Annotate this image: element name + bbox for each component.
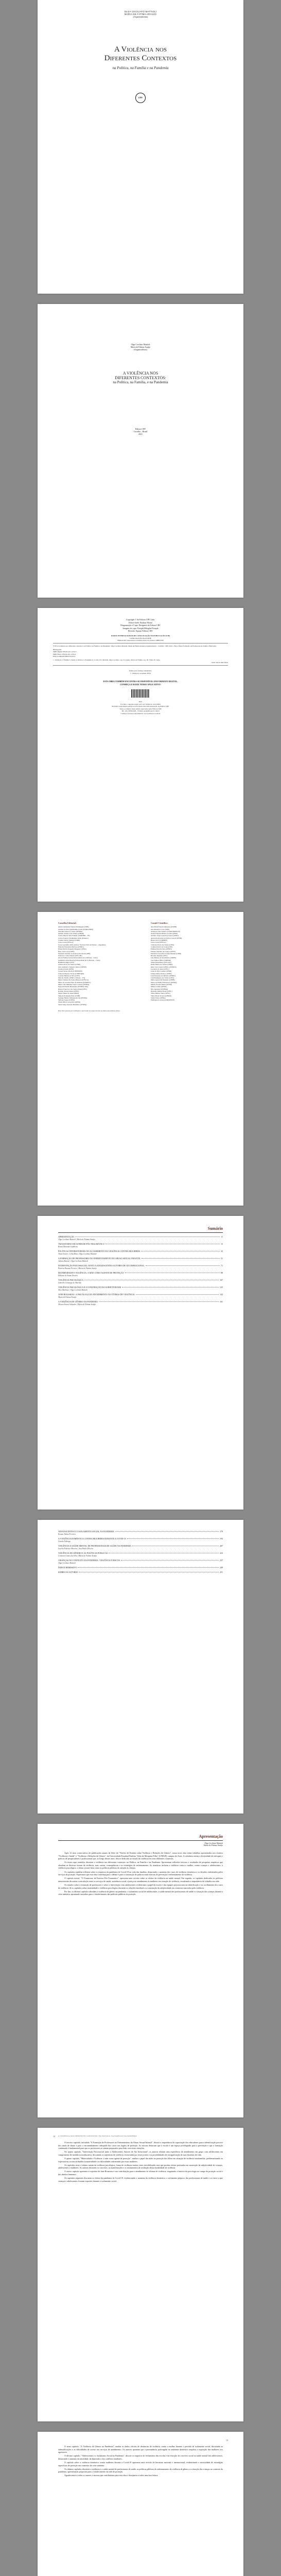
toc-entry-title: A FORMAÇÃO DE PROFESSORES NO ENFRENTAMENTO DO ABUSO SEXUAL INFANTIL — [58, 1257, 141, 1260]
body-paragraph: Agradecemos a todos os autores e autoras que contribuíram para esta obra e desejamos a todos uma boa leitura. — [64, 2474, 159, 2477]
catalog-cdd: CDU 316.6 CDD 303.6 — [211, 661, 228, 664]
toc-leader — [136, 1294, 219, 1295]
scientific-member: Ana Maria Ferreira Menezes (UNEB) — [151, 926, 177, 928]
body-paragraph: Os capítulos também refletem sobre os impactos da pandemia de Covid-19 na vida das famílias, destacando o aumento dos casos de violência doméstica e os desafios enfrentados pelos serviços de proteção. Esperamos que esta obra contribua para o debate e para a construção de práticas mais efetivas de prevenção e enfrentamento da violência. — [58, 1870, 223, 1876]
copyright-line-5: Revisão: Equipe Editora CRV — [128, 630, 153, 632]
title-year: 2021 — [138, 433, 143, 435]
cover-author-2: MARIA DE FÁTIMA ARAÚJO — [124, 13, 157, 15]
toc-entry[interactable] — [58, 1243, 223, 1245]
editorial-member: Anselmo Alencar Colares (UFOPA) — [58, 930, 83, 933]
toc-entry-title: A VIOLÊNCIA DOMÉSTICA CONTRA MULHERES DURANTE A COVID-19 — [58, 1537, 126, 1540]
toc-entry-authors: Bruna Miranda Gualberto — [58, 1246, 78, 1248]
scientific-member: Andre Eduardo Ribeiro da Silva (IFSP) — [151, 933, 178, 935]
scientific-member: Edilene Ferreira Silva (UFRN) — [151, 948, 172, 951]
toc-entry-page: 251 — [220, 1571, 223, 1573]
editorial-member: Carlos Federico Dominguez Avila (Unieuro) — [58, 937, 89, 939]
toc-entry[interactable] — [58, 1571, 223, 1573]
editorial-member: Marcelo Paixão (UFRJ e UTexas – US) — [58, 977, 85, 979]
scientific-member: Leonardo de Jesus (UFSC) — [151, 968, 169, 970]
presentation-page — [38, 1824, 243, 2117]
toc-entry-title: A VIOLÊNCIA DE GÊNERO NA PANDEMIA — [58, 1300, 98, 1303]
copyright-line-2: Editor-chefe: Railson Moura — [129, 621, 152, 624]
index-heading: Índice para catálogo sistemático — [129, 670, 152, 672]
catalog-isbn-digital: ISBN Digital 978-65-251-1234-3 — [53, 651, 77, 653]
scientific-committee-heading: Comitê Científico: — [151, 922, 168, 924]
toc-entry-authors: Tânia Soares | Célia Mota | Olga Ceciliato Mattioli — [58, 1253, 97, 1255]
toc-entry-page: 11 — [221, 1235, 223, 1238]
toc-entry[interactable] — [58, 1552, 223, 1554]
editorial-member: Josania Portela (UFPI) — [58, 968, 74, 970]
publisher-logo-icon: crv — [135, 93, 146, 103]
scientific-member: Cristiana Prado dos Santos (UEG) — [151, 943, 174, 946]
toc-entry-authors: Edilaine de Souza Taveira — [58, 1275, 78, 1277]
copyright-line-1: Copyright © da Editora CRV Ltda. — [126, 618, 155, 621]
toc-entry-page: 249 — [220, 1566, 223, 1569]
scientific-committee — [151, 922, 223, 1001]
body-paragraph: Os capítulos seguintes discutem os efeitos da pandemia de Covid-19, evidenciando o aumento da violência doméstica, o sofrimento psíquico dos profissionais de saúde e os riscos a que crianças e adolescentes ficaram expostos durante o isolamento social. — [58, 2177, 223, 2182]
toc-list-continued — [58, 1530, 223, 1575]
toc-entry-title: TRANSTORNO DE ESTRESSE PÓS-TRAUMÁTICO — [58, 1243, 104, 1245]
toc-leader — [146, 1265, 220, 1266]
scientific-member: Anderson Luiz Tedesco (UNOCHAPECÓ) — [151, 930, 180, 933]
rights-reserved: Todos os direitos desta edição reservados pela: Editora CRV — [119, 707, 162, 710]
body-paragraph: Os últimos capítulos discutem a violência e a saúde mental de profissionais de saúde, as políticas públicas de enfrentamento da violência de gênero e a situação das crianças no contexto da pandemia, apresentando propostas para o fortalecimento da rede de proteção. — [58, 2467, 223, 2473]
index-entry: 1. Violência: sociedade 303.6 — [130, 672, 151, 674]
toc-entry-title: JANE ROUSSEAU: A PSICÓLOGA DO ATENDIMENTO ÀS VÍTIMAS DE VIOLÊNCIA — [58, 1293, 135, 1296]
presentation-byline-2: Maria de Fátima Araújo — [203, 1844, 223, 1846]
editorial-council — [58, 922, 135, 1006]
editorial-member: Leonel Severo Rocha (UNISINOS) — [58, 970, 82, 973]
toc-entry-page: 51 — [221, 1257, 223, 1260]
toc-entry-title: ADOLESCENTES E O ISOLAMENTO SOCIAL NA PANDEMIA — [58, 1530, 114, 1533]
editorial-member: Elione Maria Nogueira Diogenes (UFAL) — [58, 948, 87, 951]
scientific-member: Reinaldo Matias Fleuri (UFSC) — [151, 990, 172, 992]
scientific-member: Maria de Fátima Felix Rosar (UFMA) — [151, 981, 177, 984]
toc-entry-authors: Olga Ceciliato Mattioli — [58, 1562, 76, 1564]
copyright-year: 2021 — [138, 701, 143, 703]
toc-entry-page: 237 — [220, 1559, 223, 1562]
toc-entry[interactable] — [58, 1293, 223, 1296]
toc-entry[interactable] — [58, 1272, 223, 1274]
cover-subtitle: na Política, na Família e na Pandemia — [112, 66, 169, 70]
body-paragraph: Os capítulos sexto e sétimo tratam da violência psicológica, forma de violência muitas vezes invisibilizada, mas que produz efeitos profundos na construção da subjetividade de crianças, adolescentes e mulheres. As autoras discutem os conceitos, as manifestações e os instrumentos de avaliação dessa modalidade de violência. — [58, 2163, 223, 2170]
catalog-sub2: Bibliotecária responsável: Luzenira Alves dos Santos CRB9/1506 — [117, 639, 164, 642]
toc-entry-authors: Camila Nóbrega — [58, 1540, 71, 1543]
body-paragraph: O oitavo capítulo apresenta a trajetória de Jane Rousseau e sua contribuição para o atendimento às vítimas de violência, resgatando a história da psicologia no campo da proteção social e dos direitos humanos. — [58, 2170, 223, 2176]
scientific-member: Nilo Agostini (UNIFRA) — [151, 988, 168, 990]
peer-review-note: Este livro passou por avaliação e aprovação às cegas de dois ou mais pareceristas ad hoc. — [58, 1010, 120, 1012]
copyright-line-4: Imagem de capa: Freepik/Hiloiplat/Freepik — [122, 626, 159, 630]
editorial-member: Guillermo Arias Beatón (Universidade de La Havana – Cuba) — [58, 959, 100, 961]
scientific-member: Bruno Pucci (UNIMEP) — [151, 939, 168, 942]
editorial-member: Simone Rodrigues Pinto (UNB) — [58, 994, 80, 997]
scientific-member: Kitty Carol Lentz de Brito (UNISUL) — [151, 965, 177, 968]
toc-list — [58, 1235, 223, 1308]
toc-entry-authors: Patrícia Rosana Ferreira | Maria de Fátima Araújo — [58, 1267, 97, 1269]
catalog-doi: DOI 10.24824/978652511235.0 — [53, 655, 76, 658]
body-paragraph: No quarto capítulo, "Intervenção Psicossocial junto a Adolescentes Autores de Ato Infracional", as autoras relatam uma experiência de atendimento em grupo com adolescentes em cumprimento de medida socioeducativa, discutindo as trajetórias de violência vivenciadas por esses jovens e as possibilidades de ressignificação de suas histórias de vida. — [58, 2150, 223, 2156]
toc-entry-page: 193 — [220, 1537, 223, 1540]
title-page — [38, 304, 243, 598]
toc-entry-page: 15 — [221, 1243, 223, 1245]
catalog-subjects: 1. Violência 2. Família 3. Saúde 4. Política 5. Pandemia 6. Covid-19 I. Mattioli, Olga Ceciliato. org. II. Araújo, Maria de Fátima. org. III. Título IV. Série. — [53, 658, 161, 661]
presentation-continued-body — [58, 2141, 223, 2183]
toc-entry[interactable] — [58, 1537, 223, 1540]
toc-entry-authors: Alisson Soares Salvador | Maria de Fátima Araújo — [58, 1303, 96, 1306]
scientific-member: Antônio Jorge Gonçalves Soares (UFRJ) — [151, 935, 179, 937]
body-paragraph: O décimo capítulo, "Adolescentes e o Isolamento Social na Pandemia", discute os impactos do fechamento das escolas e da restrição do convívio social na saúde mental dos adolescentes, destacando o aumento da ansiedade, da depressão e dos conflitos familiares. — [58, 2454, 223, 2460]
toc-leader — [78, 1567, 219, 1568]
editorial-member: Andréia da Silva Quintanilha Sousa (UNIR/UFRN) — [58, 928, 94, 930]
page-number-final: 13 — [226, 2439, 228, 2442]
editorial-member: Maria Lília Imbiriba Sousa Colares (UFOPA) — [58, 984, 90, 986]
scientific-member: Cynthia Pereira de Sousa (USP) — [151, 945, 173, 948]
body-paragraph: O capítulo inicial, "O Transtorno de Estresse Pós-Traumático", apresenta uma revisão sobre os efeitos da violência na saúde mental. Em seguida, os capítulos dedicados às políticas intersetoriais discutem a articulação entre os serviços de saúde, assistência social e justiça no atendimento às mulheres em situação de violência, ressaltando a importância do trabalho em rede. — [58, 1877, 223, 1883]
scientific-member: Liliane Maria Pacheco (UFRJ) — [151, 972, 172, 975]
catalog-entry: V795 A violência nos diferentes contextos: na Política, na Família e na Pandemia / Olga Ceciliato Mattioli, Maria de Fátima Araújo (organizadoras) – Curitiba : CRV, 2021. 254 p. (Série Formação de Professores de Saúde e Educação) — [53, 645, 217, 647]
editorial-member: Aldira Guimarães Duarte Domínguez (UNB) — [58, 926, 89, 928]
toc-entry-authors: Renata Tobias Ferreira — [58, 1533, 76, 1535]
editorial-member: Tania Suely Azevedo Brasileiro (UFOPA) — [58, 1003, 87, 1006]
toc-entry-authors: Alice Barbosa | Olga Ceciliato Mattioli — [58, 1289, 87, 1291]
scientific-member: Lídia da Silva Gomes (UFPR) — [151, 970, 171, 973]
running-head: A VIOLÊNCIA NOS DIFERENTES CONTEXTOS: NA POLÍTICA, NA FAMÍLIA E NA PANDEMIA — [58, 2135, 137, 2137]
toc-entry-page: 71 — [221, 1264, 223, 1267]
cover-title-line2: Diferentes Contextos — [104, 54, 177, 62]
scientific-member: José Adilson Filho (UNIFAP) — [151, 959, 171, 961]
toc-entry-authors: Gabriela Camargo de Almeida — [58, 1282, 81, 1284]
title-author-1: Olga Ceciliato Mattioli — [131, 343, 150, 346]
toc-entry-page: 143 — [220, 1293, 223, 1296]
title-city: Curitiba – Brasil — [133, 430, 148, 433]
toc-entry[interactable] — [58, 1545, 223, 1547]
scientific-member: Luiz Fernando de Oliveira (UFRRJ) — [151, 974, 175, 977]
toc-entry-page: 223 — [220, 1552, 223, 1554]
scientific-member: Ana Monteiro Costa (UPE) — [151, 928, 170, 930]
toc-leader — [75, 1236, 220, 1237]
toc-leader — [142, 1258, 220, 1259]
page-number: 12 — [53, 2135, 55, 2138]
title-line2: DIFERENTES CONTEXTOS: — [115, 376, 166, 380]
scientific-member: Aparecida Rosana Gonçalves Carrari (UFPR) — [151, 937, 182, 939]
toc-entry[interactable] — [58, 1279, 223, 1281]
cover-title-line1: A Violência nos — [114, 45, 167, 54]
toc-entry-title: INTERVENÇÃO PSICOSSOCIAL JUNTO A ADOLESCENTES AUTORES DE ATO INFRACIONAL — [58, 1264, 145, 1267]
editorial-member: Rodrigo Pratte-Santos (UFES) — [58, 990, 79, 992]
council-page — [38, 912, 243, 1206]
body-paragraph: O quinto capítulo, "Maternidade e Violência: a mãe como agente de proteção", analisa o papel das mães na proteção dos filhos em situação de violência intrafamiliar, problematizando as expectativas sociais atribuídas à maternidade e as dificuldades enfrentadas por essas mulheres. — [58, 2157, 223, 2163]
toc-continued-page — [38, 1520, 243, 1814]
editorial-member: Francisco Carlos Duarte (PUC-PR) — [58, 955, 82, 957]
toc-entry-page: 161 — [220, 1300, 223, 1303]
body-paragraph: O nono capítulo, "A Violência de Gênero na Pandemia", analisa os dados oficiais de denúncias de violência contra a mulher durante o período de isolamento social, discutindo as subnotificações e as dificuldades de acesso aos serviços de atendimento. Os autores apontam que a permanência prolongada no ambiente doméstico ampliou a exposição das mulheres aos agressores. — [58, 2445, 223, 2454]
cover-page — [38, 0, 243, 294]
title-role: (Organizadoras) — [134, 348, 147, 351]
toc-entry[interactable] — [58, 1559, 223, 1562]
toc-entry-authors: Olga Ceciliato Mattioli | Maria de Fátima Araújo — [58, 1239, 95, 1241]
editorial-member: Solange Helena Ximenes-Rocha (UFOPA) — [58, 996, 87, 999]
toc-entry[interactable] — [58, 1300, 223, 1303]
presentation-byline-1: Olga Ceciliato Mattioli — [204, 1842, 223, 1844]
toc-heading: Sumário — [207, 1226, 223, 1231]
scientific-member: Marilu Favarin Marin (UFSM) — [151, 984, 172, 986]
toc-entry-page: 207 — [220, 1545, 223, 1547]
copyright-page — [38, 608, 243, 902]
scientific-member: Silvia Helena Vieira (UFSC) — [151, 992, 170, 995]
website-link[interactable]: Conheça os nossos lançamentos: www.editoracrv.com.br — [120, 712, 161, 715]
catalog-sub: CATALOGAÇÃO NA FONTE — [129, 637, 152, 639]
cover-role: (Organizadoras) — [133, 15, 148, 18]
scientific-member: Kenia Maria dos Santos (UERJ) — [151, 963, 173, 966]
toc-entry[interactable] — [58, 1257, 223, 1260]
toc-entry-authors: Lucélia Fabrício Moreira | Ana Paula Oliveira — [58, 1548, 93, 1550]
editorial-member: João Adalberto Campato Junior (UNESP) — [58, 965, 87, 968]
title-publisher: Editora CRV — [135, 428, 146, 430]
editorial-member: Lídia de Oliveira Xavier (UNIEURO) — [58, 972, 84, 975]
scientific-member: Celso Conti (UFSCar) — [151, 941, 166, 944]
body-paragraph: Os estudos sobre a formação de professores e sobre a intervenção com adolescentes evidenciam o papel da escola e das equipes psicossociais na identificação e no acolhimento dos casos de violência. Já os capítulos sobre maternidade e violência psicológica discutem as relações familiares e a construção da subjetividade em contextos marcados pela violência. — [58, 1883, 223, 1889]
catalog-heading: DADOS INTERNACIONAIS DE CATALOGAÇÃO NA PUBLICAÇÃO (CIP) — [111, 635, 170, 637]
scientific-member: Tânia Maria Tavares (UFRRJ) — [151, 994, 172, 997]
editorial-member: Gloria Fariñas León (Universidade de La Havana – Cuba) — [58, 957, 98, 959]
editorial-member: Maria Cristina dos Santos Bezerra (UFSCar) — [58, 979, 89, 981]
app-notice: CONHEÇA E BAIXE NOSSO APLICATIVO! — [120, 683, 161, 686]
editorial-member: Lourdes Helena da Silva (UFV) — [58, 974, 80, 977]
toc-leader — [127, 1538, 219, 1539]
presentation-body — [58, 1852, 223, 1896]
presentation-final-page — [38, 2432, 243, 2576]
toc-entry-title: SOBRE OS AUTORES — [58, 1571, 78, 1573]
copyright-line-3: Diagramação e Capa: Designers da Editora CRV — [120, 624, 161, 626]
toc-entry-title: CRIANÇAS NO CONTEXTO DA PANDEMIA: VIOLÊNCIA E RISCOS — [58, 1559, 120, 1562]
catalog-isbn-fisico: ISBN Físico 978-65-251-1235-0 — [53, 653, 76, 655]
contact-phone: Tel.: (41) 3039-6418 – E-mail: sac@editoracrv.com.br — [121, 710, 160, 713]
toc-entry-title: VIOLÊNCIA PSICOLÓGICA — [58, 1279, 83, 1281]
toc-entry-title: ÍNDICE REMISSIVO — [58, 1566, 77, 1569]
scientific-member: Valdir Pretto (UFBA) — [151, 996, 166, 999]
editorial-member: Renato Francisco dos Santos Paula (UFG) — [58, 988, 87, 990]
editorial-member: Jailson Alves dos Santos (UFRJ) — [58, 963, 81, 966]
toc-entry-page: 179 — [220, 1530, 223, 1533]
editorial-member: Carlos Alberto Vilar Estêvão (UMINHO – PT) — [58, 935, 90, 937]
body-paragraph: O capítulo sobre a violência doméstica contra mulheres durante a Covid-19 apresenta uma revisão de literatura nacional e internacional, evidenciando a necessidade de estratégias específicas de proteção em contextos de crise sanitária. — [58, 2461, 223, 2467]
toc-entry-authors: Cristiane Gomes da Silva | Maria de Fátima Araújo — [58, 1555, 97, 1557]
editorial-member: Carmen Tereza Velanga (UNIR) — [58, 939, 80, 942]
presentation-final-body — [58, 2445, 223, 2478]
editorial-member: Antônio Pereira Gaio Júnior (UFRRJ) — [58, 933, 84, 935]
toc-entry[interactable] — [58, 1286, 223, 1289]
toc-leader — [121, 1560, 219, 1561]
editorial-member: Maria de Lourdes Pinto de Almeida (UNOESC) — [58, 981, 91, 984]
scientific-member: Luiz Rodrigues dos Santos (UFG) — [151, 977, 174, 979]
editorial-member: Celso Conti (UFSCar) — [58, 941, 74, 944]
toc-entry-authors: Juliana Baroni | Olga Ceciliato Mattioli — [58, 1260, 89, 1262]
scientific-member: Fabiano Antônio dos Santos (UFFS) — [151, 950, 175, 953]
title-author-2: Maria de Fátima Araújo — [130, 346, 151, 348]
toc-entry-title: VIOLÊNCIA DE GÊNERO E AS POLÍTICAS PÚBLICAS — [58, 1552, 108, 1554]
scientific-member: João Batista do Nascimento (UNEB) — [151, 957, 176, 959]
editorial-council-heading: Conselho Editorial: — [58, 922, 77, 924]
editorial-member: Sérgio Nunes de Jesus (IFRO) — [58, 992, 79, 995]
body-paragraph: Após 12 anos consecutivos de publicações anuais da Série do "Núcleo de Estudos sobre Violência e Relações de Gênero", nossa nova obra reúne trabalhos apresentados nos eventos "Violência e Saúde" e "Violência e Relações de Gênero", da Universidade Estadual Paulista "Júlio de Mesquita Filho" (UNESP), campus de Assis. A coletânea retrata a diversidade de enfoques e práticas de pesquisadores e profissionais que, ao longo desses anos, têm se dedicado ao estudo da violência em seus diferentes contextos. — [58, 1852, 223, 1860]
editorial-member: Eduardo Fernandes Barbosa (UFMG) — [58, 945, 84, 948]
digital-notice: ESTA OBRA TAMBÉM ENCONTRA-SE DISPONÍVEL EM FORMATO DIGITAL. — [103, 680, 178, 683]
toc-entry[interactable] — [58, 1566, 223, 1569]
scientific-member: Julieta Desaulniers (PUC-RS) — [151, 961, 171, 964]
toc-entry[interactable] — [58, 1235, 223, 1238]
editorial-member: Sydione Santos (UEPG) — [58, 999, 75, 1002]
toc-entry-title: MATERNIDADE E VIOLÊNCIA: A MÃE COMO AGENTE DE PROTEÇÃO — [58, 1272, 124, 1274]
editorial-member: Fernando Antônio Gonçalves Alcoforado (IPB) — [58, 952, 91, 955]
editorial-member: Tadeu Oliver Gonçalves (UFPA) — [58, 1001, 81, 1004]
toc-entry-page: 33 — [221, 1250, 223, 1252]
editorial-member: Élsio José Corá (UFFS) — [58, 950, 75, 953]
catalog-bibliography: Bibliografia — [53, 648, 62, 651]
toc-entry[interactable] — [58, 1530, 223, 1533]
toc-entry-title: POLÍTICAS INTERSETORIAIS NO ACOLHIMENTO DA VIOLÊNCIA CONTRA MULHERES — [58, 1250, 140, 1252]
toc-leader — [115, 1531, 219, 1532]
toc-entry-title: VIOLÊNCIA PSICOLÓGICA E A CONSTRUÇÃO DA SUBJETIVIDADE — [58, 1286, 121, 1289]
scientific-member: Wellington Loboton (UNIOESTE) — [151, 999, 174, 1002]
toc-entry[interactable] — [58, 1264, 223, 1267]
toc-entry-page: 125 — [220, 1286, 223, 1289]
scientific-member: Fernando Gonçalves Gomes Martins (UEM) — [151, 952, 181, 955]
toc-leader — [99, 1301, 219, 1302]
body-paragraph: Por fim, os últimos capítulos abordam a violência de gênero na pandemia, o isolamento social de adolescentes, a saúde mental dos profissionais de saúde e a situação das crianças durante a crise sanitária, apontando caminhos para o fortalecimento das políticas públicas de proteção. — [58, 1890, 223, 1896]
toc-entry-authors: Maria de Fátima Araújo — [58, 1296, 77, 1298]
toc-entry-title: VIOLÊNCIA E SAÚDE MENTAL DE PROFISSIONAIS DE SAÚDE NA PANDEMIA — [58, 1545, 132, 1547]
editorial-member: Cesar Gerónimo Tello (Univer. Nacional Três de Febrero – Argentina) — [58, 943, 106, 946]
body-paragraph: Os textos aqui reunidos discutem a violência nos diferentes contextos: na Política, na Família e na Pandemia. Apresentam reflexões teóricas e resultados de pesquisas empíricas que abordam as diversas formas de violência, suas causas, consequências e as estratégias de enfrentamento. As temáticas incluem a violência contra a mulher, contra crianças e adolescentes, a violência psicológica, o abuso sexual, bem como as políticas públicas de atenção às vítimas. — [58, 1861, 223, 1870]
presentation-continued-page — [38, 2128, 243, 2421]
toc-entry-title: APRESENTAÇÃO — [58, 1235, 75, 1238]
editorial-member: Helmuth Krüger (UCP) — [58, 961, 75, 964]
cover-author-1: OLGA CECILIATO MATTIOLI — [124, 10, 157, 13]
body-paragraph: O terceiro capítulo, intitulado "A Formação de Professores no Enfrentamento do Abuso Sexual Infantil", discute a importância da capacitação dos educadores para a identificação precoce dos sinais de abuso e para o encaminhamento adequado dos casos aos órgãos de proteção. As autoras destacam que a escola é um espaço privilegiado para a prevenção e que a formação continuada é fundamental para que os professores se sintam preparados para lidar com essas situações. — [58, 2141, 223, 2150]
scientific-member: Haroldo Resende (UFU) — [151, 955, 168, 957]
scientific-member: Milton Casula (UFMG) — [151, 986, 167, 988]
editorial-member: Paulo Romualdo Hernandes (UNIFAL-MG) — [58, 986, 89, 988]
presentation-heading: Apresentação — [199, 1834, 223, 1839]
legal-deposit: Foi feito o depósito legal conf. Lei 10.994 de 14/12/2004 — [120, 703, 161, 705]
scientific-member: Maria Aparecida Monteiro (UEPB) — [151, 979, 175, 981]
toc-entry-page: 89 — [221, 1272, 223, 1274]
reproduction-notice: Proibida a reprodução parcial ou total desta obra sem autorização da Editora CRV — [112, 705, 169, 708]
toc-entry-page: 107 — [220, 1279, 223, 1281]
title-line1: A VIOLÊNCIA NOS — [122, 371, 159, 376]
toc-entry[interactable] — [58, 1250, 223, 1252]
qr-code-icon — [131, 689, 150, 698]
toc-page — [38, 1216, 243, 1510]
title-subtitle: na Política, na Família, e na Pandemia — [113, 380, 168, 384]
